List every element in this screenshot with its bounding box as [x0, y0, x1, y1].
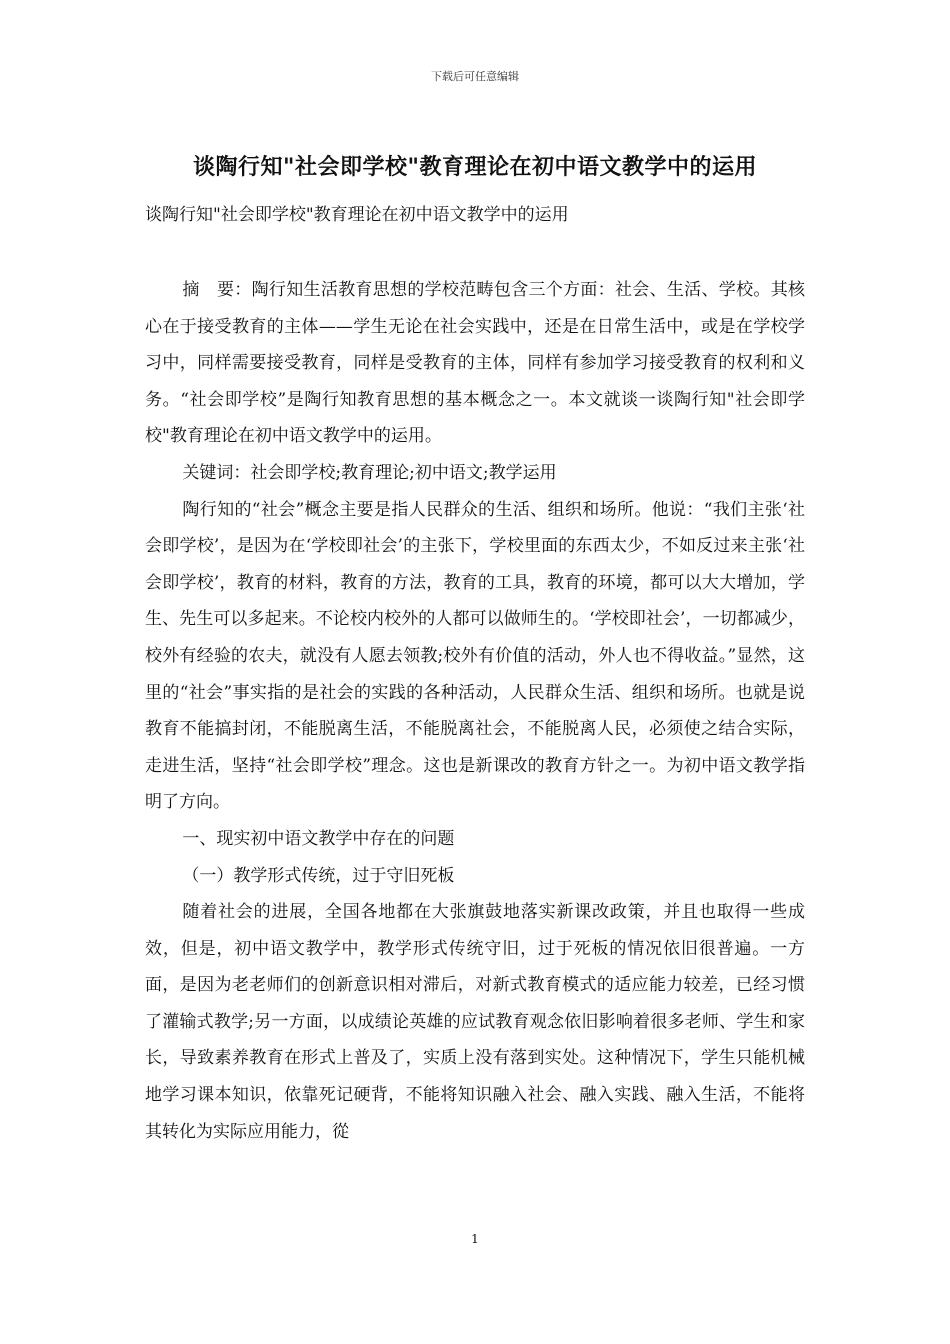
document-subtitle: 谈陶行知"社会即学校"教育理论在初中语文教学中的运用: [145, 205, 569, 225]
document-body: [145, 272, 805, 1150]
abstract-paragraph: 摘 要：陶行知生活教育思想的学校范畴包含三个方面：社会、生活、学校。其核心在于接受教育的主体——学生无论在社会实践中，还是在日常生活中，或是在学校学习中，同样需要接受教育，同样是受教育的主体，同样有参加学习接受教育的权利和义务。“社会即学校”是陶行知教育思想的基本概念之一。本文就谈一谈陶行知"社会即学校"教育理论在初中语文教学中的运用。: [145, 280, 805, 447]
body-paragraph: 随着社会的进展，全国各地都在大张旗鼓地落实新课改政策，并且也取得一些成效，但是，初中语文教学中，教学形式传统守旧，过于死板的情况依旧很普遍。一方面，是因为老老师们的创新意识相对滞后，对新式教育模式的适应能力较差，已经习惯了灌输式教学;另一方面，以成绩论英雄的应试教育观念依旧影响着很多老师、学生和家长，导致素养教育在形式上普及了，实质上没有落到实处。这种情况下，学生只能机械地学习课本知识，依靠死记硬背，不能将知识融入社会、融入实践、融入生活，不能将其转化为实际应用能力，從: [145, 902, 805, 1142]
section-heading: 一、现实初中语文教学中存在的问题: [182, 828, 455, 849]
header-note: 下载后可任意编辑: [431, 70, 519, 83]
subsection-heading: （一）教学形式传统，过于守旧死板: [182, 865, 455, 886]
document-title: 谈陶行知"社会即学校"教育理论在初中语文教学中的运用: [193, 154, 757, 180]
keywords-line: 关键词：社会即学校;教育理论;初中语文;教学运用: [182, 462, 557, 483]
page-number: 1: [471, 1232, 479, 1246]
body-paragraph: 陶行知的“社会”概念主要是指人民群众的生活、组织和场所。他说：“我们主张‘社会即学校’，是因为在‘学校即社会’的主张下，学校里面的东西太少，不如反过来主张‘社会即学校’，教育的材料，教育的方法，教育的工具，教育的环境，都可以大大增加，学生、先生可以多起来。不论校内校外的人都可以做师生的。‘学校即社会’，一切都减少，校外有经验的农夫，就没有人愿去领教;校外有价值的活动，外人也不得收益。”显然，这里的“社会”事实指的是社会的实践的各种活动，人民群众生活、组织和场所。也就是说教育不能搞封闭，不能脱离生活，不能脱离社会，不能脱离人民，必须使之结合实际，走进生活，坚持“社会即学校”理念。这也是新课改的教育方针之一。为初中语文教学指明了方向。: [145, 499, 805, 813]
